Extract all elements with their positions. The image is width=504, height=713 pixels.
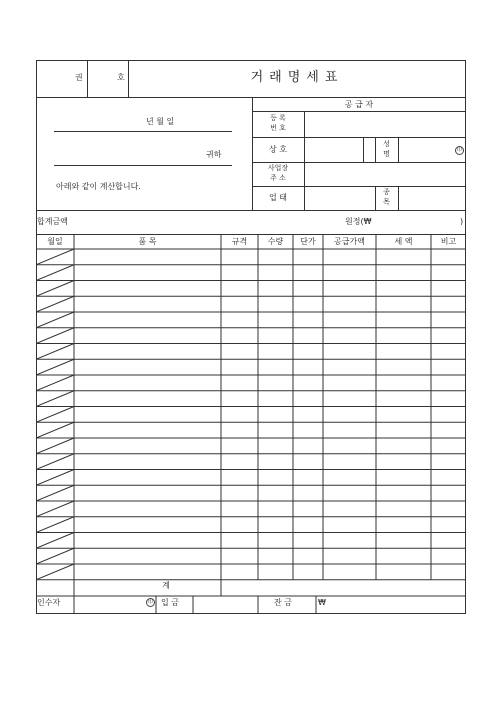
- receiver-seal-icon: 印: [147, 599, 153, 605]
- date-cell-slash: [36, 470, 74, 486]
- date-cell-slash: [36, 391, 74, 407]
- company-label: 상 호: [269, 145, 287, 154]
- deposit-label: 입 금: [161, 598, 179, 607]
- items-table-grid: [36, 60, 466, 614]
- date-cell-slash: [36, 249, 74, 265]
- business-type-label: 업 태: [269, 193, 287, 202]
- reg-no-label-1: 등 록: [270, 114, 286, 122]
- column-header: 규격: [231, 237, 248, 246]
- item-type-label-2: 목: [383, 198, 390, 206]
- date-cell-slash: [36, 422, 74, 438]
- total-won-label: 원정(₩: [345, 217, 372, 226]
- column-header: 단가: [300, 237, 316, 246]
- date-cell-slash: [36, 296, 74, 312]
- total-amount-label: 합계금액: [37, 217, 68, 226]
- book-label: 권: [75, 73, 83, 82]
- honorific: 귀하: [206, 150, 222, 159]
- date-label: 년 월 일: [146, 117, 175, 126]
- date-cell-slash: [36, 438, 74, 454]
- item-type-label-1: 종: [383, 188, 390, 196]
- statement-text: 아래와 같이 계산합니다.: [56, 182, 141, 191]
- column-header: 비고: [440, 237, 457, 246]
- date-cell-slash: [36, 517, 74, 533]
- date-cell-slash: [36, 407, 74, 423]
- date-cell-slash: [36, 454, 74, 470]
- total-row-label: 계: [162, 581, 170, 590]
- supplier-seal-icon: 印: [456, 147, 462, 153]
- column-header: 수량: [267, 237, 284, 246]
- supplier-heading: 공 급 자: [344, 100, 374, 109]
- transaction-statement-form: [36, 60, 466, 614]
- reg-no-label-2: 번 호: [270, 124, 286, 132]
- name-label-2: 명: [383, 150, 390, 158]
- balance-currency: ₩: [318, 598, 326, 607]
- date-cell-slash: [36, 344, 74, 360]
- date-cell-slash: [36, 359, 74, 375]
- date-cell-slash: [36, 485, 74, 501]
- number-label: 호: [117, 73, 125, 82]
- date-cell-slash: [36, 501, 74, 517]
- form-title: 거래명세표: [250, 70, 344, 85]
- date-cell-slash: [36, 312, 74, 328]
- date-cell-slash: [36, 375, 74, 391]
- address-label-1: 사업장: [267, 164, 289, 172]
- column-header: 공급가액: [334, 237, 365, 246]
- column-header: 품 목: [138, 237, 157, 246]
- balance-label: 잔 금: [274, 598, 292, 607]
- date-cell-slash: [36, 548, 74, 564]
- column-header: 월일: [47, 237, 63, 246]
- date-cell-slash: [36, 533, 74, 549]
- date-cell-slash: [36, 564, 74, 580]
- date-cell-slash: [36, 265, 74, 281]
- address-label-2: 주 소: [270, 174, 286, 182]
- date-cell-slash: [36, 328, 74, 344]
- name-label-1: 성: [383, 140, 390, 148]
- receiver-label: 인수자: [37, 598, 61, 607]
- column-header: 세 액: [394, 237, 413, 246]
- total-won-close: ): [460, 217, 464, 226]
- date-cell-slash: [36, 281, 74, 297]
